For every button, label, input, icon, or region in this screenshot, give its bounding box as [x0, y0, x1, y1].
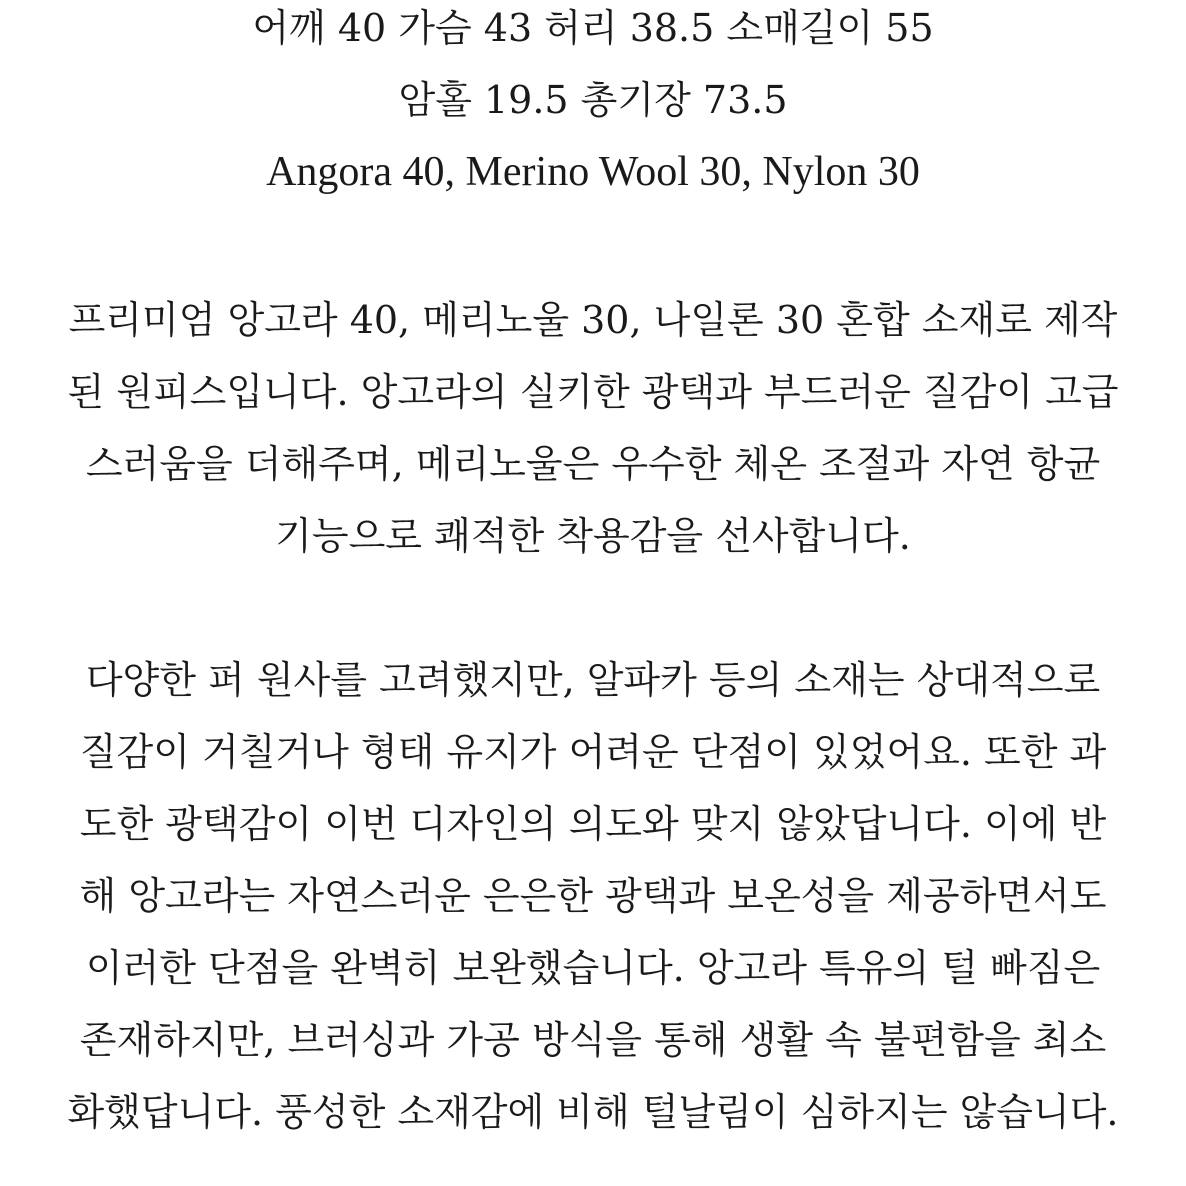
paragraph-line: 다양한 퍼 원사를 고려했지만, 알파카 등의 소재는 상대적으로 [85, 658, 1101, 702]
paragraph-line: 화했답니다. 풍성한 소재감에 비해 털날림이 심하지는 않습니다. [67, 1090, 1119, 1134]
paragraph-line: 이러한 단점을 완벽히 보완했습니다. 앙고라 특유의 털 빠짐은 [85, 946, 1101, 990]
paragraph-line: 기능으로 쾌적한 착용감을 선사합니다. [275, 514, 911, 558]
paragraph-line: 된 원피스입니다. 앙고라의 실키한 광택과 부드러운 질감이 고급 [67, 370, 1119, 414]
paragraph-line: 스러움을 더해주며, 메리노울은 우수한 체온 조절과 자연 항균 [85, 442, 1101, 486]
paragraph-line: 도한 광택감이 이번 디자인의 의도와 맞지 않았답니다. 이에 반 [79, 802, 1107, 846]
paragraph-line: 해 앙고라는 자연스러운 은은한 광택과 보온성을 제공하면서도 [79, 874, 1107, 918]
paragraph-line: 존재하지만, 브러싱과 가공 방식을 통해 생활 속 불편함을 최소 [79, 1018, 1107, 1062]
spec-material-composition-line: Angora 40, Merino Wool 30, Nylon 30 [266, 149, 920, 195]
spec-measurements-line: 어깨 40 가슴 43 허리 38.5 소매길이 55 [252, 6, 934, 50]
paragraph-line: 질감이 거칠거나 형태 유지가 어려운 단점이 있었어요. 또한 과 [79, 730, 1107, 774]
paragraph-line: 프리미엄 앙고라 40, 메리노울 30, 나일론 30 혼합 소재로 제작 [68, 298, 1118, 342]
spec-armhole-length-line: 암홀 19.5 총기장 73.5 [398, 78, 788, 122]
